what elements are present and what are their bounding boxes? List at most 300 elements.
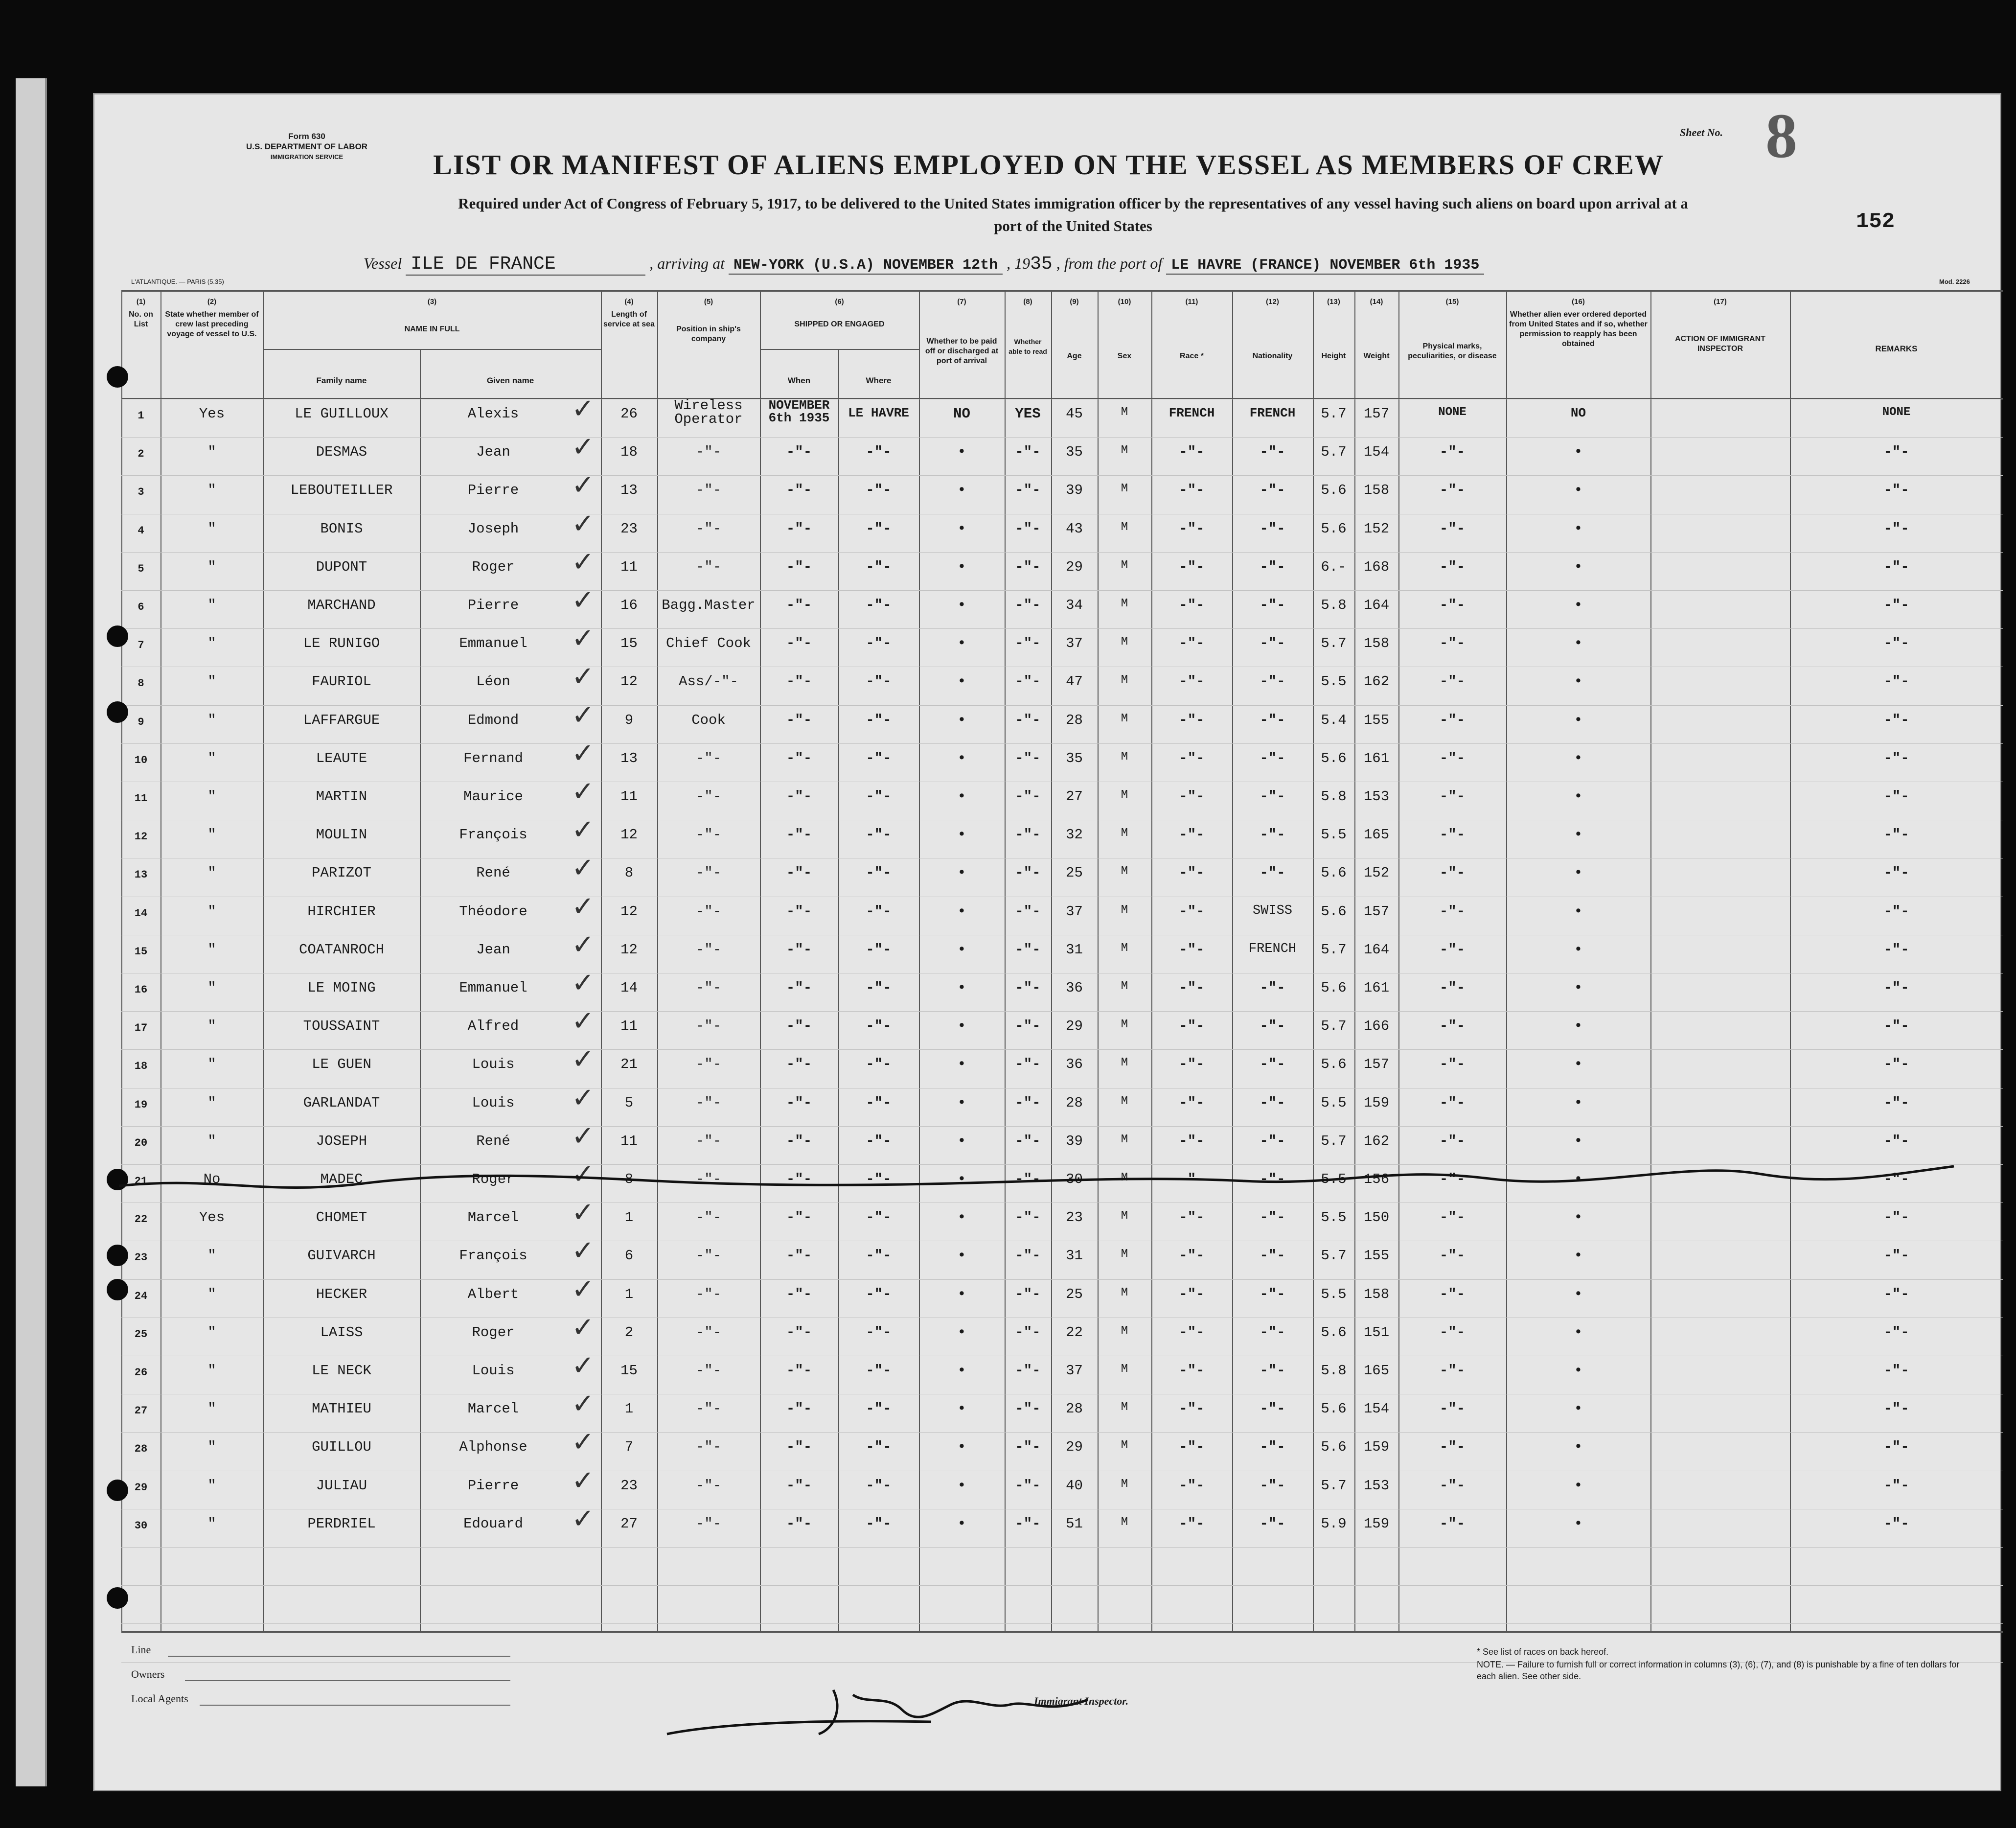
shipped-when: -"- <box>786 1477 812 1494</box>
shipped-when: -"- <box>786 865 812 881</box>
checkmark-icon: ✓ <box>572 1273 595 1305</box>
checkmark-icon: ✓ <box>572 967 595 999</box>
paid-off: • <box>957 1094 966 1111</box>
inspector-label: Immigrant Inspector. <box>1034 1695 1129 1707</box>
checkmark-icon: ✓ <box>572 1082 595 1114</box>
checkmark-icon: ✓ <box>572 469 595 502</box>
previous-voyage: " <box>207 1515 216 1532</box>
row-number: 12 <box>134 831 148 843</box>
paid-off: • <box>957 865 966 881</box>
col-header-c6b: Where <box>866 376 892 385</box>
race: -"- <box>1179 520 1205 537</box>
physical-marks: -"- <box>1439 482 1466 499</box>
age: 23 <box>1066 1209 1083 1226</box>
sex: M <box>1121 827 1128 840</box>
previous-voyage: " <box>207 788 216 805</box>
remarks: -"- <box>1883 597 1909 613</box>
owners-rule <box>185 1680 510 1681</box>
deported: • <box>1574 1439 1583 1456</box>
service: IMMIGRATION SERVICE <box>270 153 344 161</box>
age: 35 <box>1066 750 1083 766</box>
physical-marks: -"- <box>1439 673 1466 690</box>
previous-voyage: " <box>207 1248 216 1264</box>
age: 32 <box>1066 827 1083 843</box>
checkmark-icon: ✓ <box>572 1350 595 1382</box>
remarks: -"- <box>1883 980 1909 996</box>
family-name: HIRCHIER <box>307 903 376 920</box>
punch-hole <box>107 625 128 647</box>
checkmark-icon: ✓ <box>572 1043 595 1076</box>
given-name: Albert <box>467 1286 519 1302</box>
ruled-line <box>121 1585 2003 1586</box>
previous-voyage: " <box>207 558 216 575</box>
height: 5.6 <box>1321 1056 1347 1073</box>
physical-marks: -"- <box>1439 1056 1466 1073</box>
able-to-read: -"- <box>1015 1248 1041 1264</box>
col-number-c10: (10) <box>1118 298 1131 306</box>
deported: • <box>1574 827 1583 843</box>
department: U.S. DEPARTMENT OF LABOR <box>246 142 368 151</box>
family-name: TOUSSAINT <box>303 1018 380 1035</box>
service-years: 26 <box>620 406 638 422</box>
weight: 165 <box>1363 827 1390 843</box>
ruled-line <box>121 705 2003 706</box>
punch-hole <box>107 1279 128 1300</box>
deported: • <box>1574 1133 1583 1149</box>
height: 5.7 <box>1321 1018 1347 1035</box>
given-name: Louis <box>472 1094 515 1111</box>
family-name: LEAUTE <box>316 750 367 766</box>
deported: • <box>1574 750 1583 766</box>
race: -"- <box>1179 1171 1205 1187</box>
family-name: MARTIN <box>316 788 367 805</box>
paid-off: • <box>957 980 966 996</box>
physical-marks: -"- <box>1439 1477 1466 1494</box>
sheet-label: Sheet No. <box>1680 126 1723 139</box>
age: 34 <box>1066 597 1083 613</box>
weight: 156 <box>1363 1171 1390 1187</box>
sex: M <box>1121 1477 1128 1491</box>
given-name: François <box>459 1248 527 1264</box>
able-to-read: -"- <box>1015 903 1041 920</box>
paid-off: • <box>957 1401 966 1417</box>
height: 5.6 <box>1321 903 1347 920</box>
race: -"- <box>1179 750 1205 766</box>
physical-marks: NONE <box>1438 406 1466 419</box>
vessel-label: Vessel <box>364 255 402 272</box>
race: -"- <box>1179 1401 1205 1417</box>
previous-voyage: " <box>207 750 216 766</box>
checkmark-icon: ✓ <box>572 776 595 808</box>
age: 39 <box>1066 482 1083 499</box>
ruled-line <box>121 628 2003 629</box>
family-name: LE RUNIGO <box>303 635 380 652</box>
race: -"- <box>1179 1133 1205 1149</box>
col-number-c15: (15) <box>1445 298 1459 306</box>
able-to-read: -"- <box>1015 941 1041 958</box>
family-name: BONIS <box>320 520 363 537</box>
race: -"- <box>1179 635 1205 652</box>
service-years: 2 <box>624 1324 634 1341</box>
col-header-c1: No. on List <box>129 310 153 328</box>
deported: • <box>1574 1515 1583 1532</box>
age: 37 <box>1066 903 1083 920</box>
height: 5.6 <box>1321 750 1347 766</box>
sex: M <box>1121 1056 1128 1070</box>
position: -"- <box>695 444 722 461</box>
row-number: 5 <box>137 562 144 575</box>
shipped-where: -"- <box>866 827 892 843</box>
physical-marks: -"- <box>1439 1401 1466 1417</box>
col-header-c2: State whether member of crew last preceding voyage of vessel to U.S. <box>165 310 259 338</box>
height: 5.5 <box>1321 1094 1347 1111</box>
paid-off: • <box>957 1133 966 1149</box>
weight: 161 <box>1363 750 1390 766</box>
sex: M <box>1121 941 1128 955</box>
service-years: 15 <box>620 635 638 652</box>
service-years: 16 <box>620 597 638 613</box>
col-header-c8: Whether able to read <box>1008 338 1047 355</box>
checkmark-icon: ✓ <box>572 1197 595 1229</box>
remarks: -"- <box>1883 1133 1909 1149</box>
height: 5.6 <box>1321 865 1347 881</box>
race: -"- <box>1179 558 1205 575</box>
family-name: GUIVARCH <box>307 1248 376 1264</box>
race: -"- <box>1179 597 1205 613</box>
previous-voyage: " <box>207 1018 216 1035</box>
given-name: Jean <box>476 444 510 461</box>
physical-marks: -"- <box>1439 903 1466 920</box>
age: 30 <box>1066 1171 1083 1187</box>
previous-voyage: " <box>207 597 216 613</box>
height: 5.8 <box>1321 1363 1347 1379</box>
races-note: * See list of races on back hereof. <box>1477 1647 1609 1657</box>
deported: • <box>1574 1248 1583 1264</box>
race: -"- <box>1179 1209 1205 1226</box>
able-to-read: -"- <box>1015 865 1041 881</box>
weight: 159 <box>1363 1515 1390 1532</box>
given-name: Léon <box>476 673 510 690</box>
remarks: NONE <box>1882 406 1911 419</box>
paid-off: • <box>957 1286 966 1302</box>
shipped-subheader-rule <box>760 349 919 350</box>
able-to-read: -"- <box>1015 597 1041 613</box>
previous-voyage: " <box>207 1286 216 1302</box>
nationality: -"- <box>1260 597 1285 613</box>
checkmark-icon: ✓ <box>572 1388 595 1420</box>
position: -"- <box>695 1363 722 1379</box>
given-name: Louis <box>472 1363 515 1379</box>
ruled-line <box>121 475 2003 476</box>
paid-off: • <box>957 941 966 958</box>
shipped-when: -"- <box>786 597 812 613</box>
paid-off: • <box>957 520 966 537</box>
shipped-where: -"- <box>866 1363 892 1379</box>
height: 5.6 <box>1321 1439 1347 1456</box>
shipped-when: -"- <box>786 941 812 958</box>
previous-voyage: Yes <box>199 406 225 422</box>
col-header-c7: Whether to be paid off or discharged at port of arrival <box>925 337 999 365</box>
previous-voyage: " <box>207 865 216 881</box>
weight: 166 <box>1363 1018 1390 1035</box>
model-number: Mod. 2226 <box>1939 278 1970 285</box>
line-label: Line <box>131 1643 151 1656</box>
shipped-where: -"- <box>866 903 892 920</box>
height: 5.6 <box>1321 520 1347 537</box>
nationality: -"- <box>1260 1515 1285 1532</box>
given-name: Louis <box>472 1056 515 1073</box>
nationality: -"- <box>1260 1171 1285 1187</box>
physical-marks: -"- <box>1439 1515 1466 1532</box>
position: -"- <box>695 1324 722 1341</box>
able-to-read: -"- <box>1015 1286 1041 1302</box>
given-name: François <box>459 827 527 843</box>
col-number-c1: (1) <box>136 298 146 306</box>
position: -"- <box>695 903 722 920</box>
shipped-where: -"- <box>866 980 892 996</box>
col-header-c18: REMARKS <box>1875 344 1918 353</box>
shipped-when: -"- <box>786 1401 812 1417</box>
remarks: -"- <box>1883 1363 1909 1379</box>
paid-off: • <box>957 482 966 499</box>
physical-marks: -"- <box>1439 827 1466 843</box>
paid-off: • <box>957 558 966 575</box>
family-name: MOULIN <box>316 827 367 843</box>
sex: M <box>1121 750 1128 764</box>
deported: • <box>1574 597 1583 613</box>
physical-marks: -"- <box>1439 1324 1466 1341</box>
weight: 159 <box>1363 1439 1390 1456</box>
height: 5.6 <box>1321 1401 1347 1417</box>
family-name: MARCHAND <box>307 597 376 613</box>
paid-off: • <box>957 1363 966 1379</box>
race: -"- <box>1179 1515 1205 1532</box>
race: -"- <box>1179 827 1205 843</box>
shipped-where: -"- <box>866 865 892 881</box>
col-header-c14: Weight <box>1363 352 1390 360</box>
shipped-when: -"- <box>786 1515 812 1532</box>
shipped-where: -"- <box>866 673 892 690</box>
deported: • <box>1574 865 1583 881</box>
age: 25 <box>1066 1286 1083 1302</box>
position: Chief Cook <box>665 635 752 652</box>
row-number: 1 <box>137 410 144 422</box>
family-name: LAISS <box>320 1324 363 1341</box>
punch-hole <box>107 1587 128 1609</box>
able-to-read: -"- <box>1015 1056 1041 1073</box>
shipped-when: -"- <box>786 635 812 652</box>
sex: M <box>1121 1363 1128 1376</box>
paid-off: • <box>957 1248 966 1264</box>
ruled-line <box>121 1126 2003 1127</box>
able-to-read: -"- <box>1015 1324 1041 1341</box>
service-years: 7 <box>624 1439 634 1456</box>
agents-label: Local Agents <box>131 1692 188 1705</box>
given-name: Emmanuel <box>459 980 527 996</box>
col-number-c9: (9) <box>1070 298 1079 306</box>
shipped-when: -"- <box>786 1363 812 1379</box>
deported: • <box>1574 1018 1583 1035</box>
shipped-when: -"- <box>786 750 812 766</box>
ruled-line <box>121 437 2003 438</box>
given-name: Théodore <box>459 903 527 920</box>
family-name: JULIAU <box>316 1477 367 1494</box>
manifest-page <box>93 93 2001 1791</box>
race: -"- <box>1179 482 1205 499</box>
deported: • <box>1574 1094 1583 1111</box>
family-name: LE NECK <box>312 1363 371 1379</box>
weight: 153 <box>1363 788 1390 805</box>
shipped-where: -"- <box>866 1171 892 1187</box>
nationality: -"- <box>1260 1477 1285 1494</box>
race: -"- <box>1179 1286 1205 1302</box>
checkmark-icon: ✓ <box>572 1311 595 1343</box>
family-name: GARLANDAT <box>303 1094 380 1111</box>
nationality: -"- <box>1260 1286 1285 1302</box>
nationality: -"- <box>1260 1056 1285 1073</box>
nationality: -"- <box>1260 520 1285 537</box>
page-title: LIST OR MANIFEST OF ALIENS EMPLOYED ON THE VESSEL AS MEMBERS OF CREW <box>433 149 1664 181</box>
able-to-read: -"- <box>1015 1363 1041 1379</box>
row-number: 14 <box>134 907 148 920</box>
punch-hole <box>107 1245 128 1266</box>
row-number: 11 <box>134 792 148 805</box>
race: -"- <box>1179 1018 1205 1035</box>
row-number: 20 <box>134 1136 148 1149</box>
sex: M <box>1121 406 1128 419</box>
col-number-c14: (14) <box>1370 298 1383 306</box>
row-number: 30 <box>134 1519 148 1532</box>
shipped-where: -"- <box>866 1248 892 1264</box>
shipped-where: -"- <box>866 597 892 613</box>
given-name: Roger <box>472 1171 515 1187</box>
given-name: Fernand <box>463 750 523 766</box>
remarks: -"- <box>1883 520 1909 537</box>
weight: 165 <box>1363 1363 1390 1379</box>
deported: • <box>1574 635 1583 652</box>
sex: M <box>1121 1171 1128 1184</box>
shipped-when: -"- <box>786 1324 812 1341</box>
previous-voyage: " <box>207 635 216 652</box>
physical-marks: -"- <box>1439 980 1466 996</box>
family-name: MATHIEU <box>312 1401 371 1417</box>
shipped-when: -"- <box>786 1286 812 1302</box>
deported: • <box>1574 558 1583 575</box>
previous-voyage: " <box>207 444 216 461</box>
col-number-c6: (6) <box>835 298 844 306</box>
paid-off: • <box>957 788 966 805</box>
given-name: Alfred <box>467 1018 519 1035</box>
from-label: , from the port of <box>1056 255 1163 272</box>
weight: 154 <box>1363 444 1390 461</box>
position: -"- <box>695 558 722 575</box>
height: 5.5 <box>1321 673 1347 690</box>
family-name: PARIZOT <box>312 865 371 881</box>
given-name: Edouard <box>463 1515 523 1532</box>
deported: • <box>1574 1209 1583 1226</box>
weight: 159 <box>1363 1094 1390 1111</box>
shipped-where: -"- <box>866 1133 892 1149</box>
race: -"- <box>1179 980 1205 996</box>
able-to-read: -"- <box>1015 712 1041 728</box>
age: 28 <box>1066 1401 1083 1417</box>
sex: M <box>1121 482 1128 496</box>
year-prefix: , 19 <box>1007 255 1031 272</box>
ruled-line <box>121 1011 2003 1012</box>
row-number: 29 <box>134 1481 148 1494</box>
paid-off: • <box>957 712 966 728</box>
col-header-c3: NAME IN FULL <box>404 325 460 333</box>
service-years: 8 <box>624 1171 634 1187</box>
service-years: 12 <box>620 941 638 958</box>
race: -"- <box>1179 941 1205 958</box>
arriving-label: , arriving at <box>649 255 725 272</box>
shipped-when: -"- <box>786 788 812 805</box>
shipped-when: -"- <box>786 980 812 996</box>
age: 29 <box>1066 558 1083 575</box>
line-rule <box>168 1656 510 1657</box>
shipped-where: -"- <box>866 788 892 805</box>
col-number-c4: (4) <box>624 298 634 306</box>
checkmark-icon: ✓ <box>572 623 595 655</box>
given-name: René <box>476 865 510 881</box>
paid-off: • <box>957 635 966 652</box>
col-number-c3: (3) <box>427 298 437 306</box>
height: 5.7 <box>1321 444 1347 461</box>
service-years: 14 <box>620 980 638 996</box>
race: -"- <box>1179 1477 1205 1494</box>
shipped-where: -"- <box>866 1439 892 1456</box>
deported: • <box>1574 1324 1583 1341</box>
previous-voyage: " <box>207 1401 216 1417</box>
previous-voyage: " <box>207 673 216 690</box>
shipped-where: -"- <box>866 1286 892 1302</box>
position: -"- <box>695 1018 722 1035</box>
family-name: MADEC <box>320 1171 363 1187</box>
physical-marks: -"- <box>1439 865 1466 881</box>
height: 5.6 <box>1321 482 1347 499</box>
age: 37 <box>1066 635 1083 652</box>
position: -"- <box>695 1286 722 1302</box>
col-number-c7: (7) <box>957 298 966 306</box>
subtitle-line2: port of the United States <box>994 217 1152 234</box>
weight: 158 <box>1363 635 1390 652</box>
nationality: -"- <box>1260 1133 1285 1149</box>
paid-off: • <box>957 1056 966 1073</box>
shipped-where: -"- <box>866 635 892 652</box>
deported: • <box>1574 1286 1583 1302</box>
col-number-c12: (12) <box>1266 298 1279 306</box>
position: Bagg.Master <box>662 597 756 613</box>
position: -"- <box>695 750 722 766</box>
ruled-line <box>121 743 2003 744</box>
shipped-where: -"- <box>866 1094 892 1111</box>
family-name: COATANROCH <box>298 941 385 958</box>
row-number: 10 <box>134 754 148 766</box>
sex: M <box>1121 865 1128 879</box>
age: 31 <box>1066 1248 1083 1264</box>
col-header-c5: Position in ship's company <box>676 325 741 343</box>
sex: M <box>1121 1094 1128 1108</box>
weight: 164 <box>1363 597 1390 613</box>
family-name: LEBOUTEILLER <box>290 482 393 499</box>
col-header-c11: Race * <box>1180 352 1204 360</box>
height: 5.5 <box>1321 1286 1347 1302</box>
age: 51 <box>1066 1515 1083 1532</box>
punch-hole <box>107 366 128 388</box>
table-top-rule <box>121 290 2003 292</box>
shipped-when: -"- <box>786 1056 812 1073</box>
